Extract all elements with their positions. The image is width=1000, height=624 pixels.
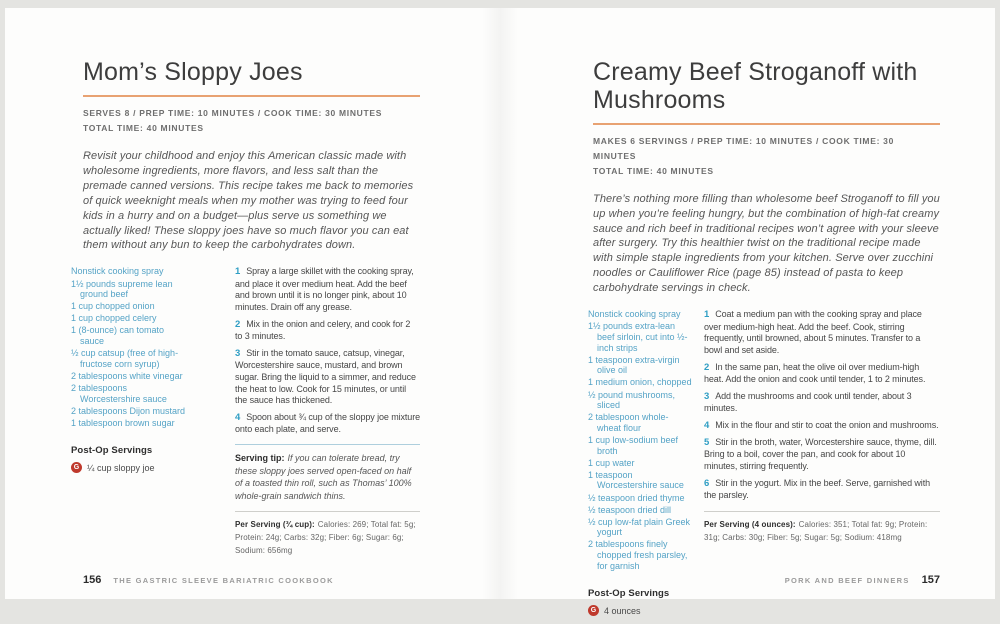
nutrition-info [704, 519, 940, 545]
recipe-meta [593, 134, 940, 179]
title-rule [593, 123, 940, 125]
step-item [235, 266, 420, 313]
running-footer: THE GASTRIC SLEEVE BARIATRIC COOKBOOK [113, 576, 334, 585]
recipe-body-left [71, 266, 420, 557]
post-op-heading: Post-Op Servings [588, 588, 670, 600]
page-footer-right [500, 574, 995, 586]
ingredient-item: 1½ pounds extra-lean beef sirloin, cut into ½-inch strips [588, 321, 688, 353]
recipe-body-right [588, 309, 940, 616]
divider [704, 511, 940, 512]
step-number: 2 [235, 318, 241, 330]
post-op-serving: 4 ounces [604, 605, 641, 616]
nutrition-text: Calories: 351; Total fat: 9g; Protein: 31g; Carbs: 30g; Fiber: 5g; Sugar: 5g; Sodium: 418mg [704, 519, 928, 542]
recipe-meta-line1: MAKES 6 SERVINGS / PREP TIME: 10 MINUTES / COOK TIME: 30 MINUTES [593, 136, 895, 161]
post-op-row [71, 462, 189, 473]
step-number: 1 [235, 266, 241, 278]
method-column [235, 266, 420, 557]
recipe-intro: Revisit your childhood and enjoy this American classic made with wholesome ingredients, more flavors, and less salt than the premade canned versions. This recipe takes me back to memories of quick weeknight meals when my mother was trying to feed four kids in a hurry and on a budget—plus serve us something we actually liked! These sloppy joes have so much flavor you can eat them without any bun to keep the carbohydrates down. [83, 149, 414, 252]
ingredient-item: 1 cup chopped onion [71, 301, 155, 312]
ingredients-list [588, 309, 692, 571]
step-number: 4 [704, 419, 710, 431]
ingredient-item: ½ cup catsup (free of high-fructose corn syrup) [71, 348, 179, 369]
ingredients-column [71, 266, 189, 557]
step-number: 6 [704, 477, 710, 489]
step-text: Mix in the onion and celery, and cook for 2 to 3 minutes. [235, 318, 411, 342]
divider [235, 444, 420, 445]
ingredient-item: 2 tablespoon whole-wheat flour [588, 412, 669, 433]
recipe-header-right [593, 58, 940, 296]
page-right [500, 8, 995, 616]
recipe-meta-line2: TOTAL TIME: 40 MINUTES [593, 165, 714, 176]
recipe-title: Creamy Beef Stroganoff with Mushrooms [593, 58, 918, 114]
ingredient-item: 1 teaspoon Worcestershire sauce [588, 469, 684, 491]
page-left [5, 8, 500, 599]
step-text: Stir in the yogurt. Mix in the beef. Serve, garnished with the parsley. [704, 477, 930, 501]
recipe-intro: There’s nothing more filling than wholesome beef Stroganoff to fill you up when you’re feeling hungry, but the combination of high-fat creamy sauce and rich beef in traditional recipes won’t agree with your sleeve after surgery. Try this healthier twist on the traditional recipe made with simple staple ingredients from your kitchen. Serve over zucchini noodles or Cauliflower Rice (page 85) instead of pasta to keep carbohydrate servings in check. [593, 192, 940, 295]
step-number: 3 [704, 390, 710, 402]
step-number: 3 [235, 347, 241, 359]
step-text: Spray a large skillet with the cooking spray, and place it over medium heat. Add the beef and brown until it is no longer pink, about 10 minutes. Drain off any grease. [235, 266, 414, 313]
step-item [235, 348, 420, 407]
step-text: Coat a medium pan with the cooking spray and place over medium-high heat. Add the beef. Cook, stirring frequently, until browned, about 5 minutes. Transfer to a bowl and set aside. [704, 309, 922, 356]
method-column [704, 309, 940, 616]
step-item [704, 391, 940, 415]
post-op-stage-badge-icon: G [71, 462, 82, 473]
ingredient-item: 1 medium onion, chopped [588, 377, 692, 388]
ingredient-item: 1 cup low-sodium beef broth [588, 435, 679, 456]
title-rule [83, 95, 420, 97]
nutrition-label: Per Serving (¾ cup): [235, 520, 315, 530]
ingredients-column [588, 309, 692, 616]
recipe-title: Mom’s Sloppy Joes [83, 58, 303, 86]
step-item [704, 420, 940, 432]
nutrition-info [235, 519, 420, 557]
recipe-meta-line2: TOTAL TIME: 40 MINUTES [83, 122, 204, 133]
divider [235, 511, 420, 512]
recipe-meta-line1: SERVES 8 / PREP TIME: 10 MINUTES / COOK TIME: 30 MINUTES [83, 108, 383, 118]
ingredient-item: ½ teaspoon dried thyme [588, 492, 685, 503]
step-text: Add the mushrooms and cook until tender, about 3 minutes. [704, 390, 912, 414]
page-number: 156 [83, 574, 102, 586]
ingredient-item: 1 (8-ounce) can tomato sauce [71, 325, 165, 347]
ingredient-item: 2 tablespoons Dijon mustard [71, 405, 186, 416]
ingredient-item: 2 tablespoons finely chopped fresh parsley, for garnish [588, 539, 688, 571]
post-op-servings [71, 445, 189, 473]
ingredient-item: 1 teaspoon extra-virgin olive oil [588, 354, 680, 376]
serving-tip-text: If you can tolerate bread, try these sloppy joes served open-faced on half of a toasted thin roll, such as Thomas’ 100% whole-grain sandwich thins. [235, 452, 412, 501]
step-item [704, 362, 940, 386]
step-number: 4 [235, 411, 241, 423]
ingredient-item: 2 tablespoons Worcestershire sauce [71, 383, 167, 404]
serving-tip [235, 452, 420, 502]
steps-list [235, 266, 420, 436]
ingredient-item: ½ teaspoon dried dill [588, 504, 672, 515]
nutrition-text: Calories: 269; Total fat: 5g; Protein: 24g; Carbs: 32g; Fiber: 6g; Sugar: 6g; Sodium: 656mg [235, 520, 416, 555]
step-text: Spoon about ¾ cup of the sloppy joe mixture onto each plate, and serve. [235, 411, 421, 435]
serving-tip-label: Serving tip: [235, 452, 285, 463]
step-text: Mix in the flour and stir to coat the onion and mushrooms. [715, 419, 939, 430]
step-text: Stir in the tomato sauce, catsup, vinegar, Worcestershire sauce, mustard, and brown sugar. Bring the liquid to a simmer, and reduce the heat to low. Cook for 15 minutes, or until the sauce has thickened. [235, 347, 416, 406]
step-item [235, 412, 420, 436]
step-item [704, 309, 940, 356]
ingredient-item: Nonstick cooking spray [71, 266, 164, 277]
page-number: 157 [921, 574, 940, 586]
ingredient-item: 2 tablespoons white vinegar [71, 370, 183, 381]
ingredient-item: Nonstick cooking spray [588, 309, 681, 320]
step-text: Stir in the broth, water, Worcestershire sauce, thyme, dill. Bring to a boil, cover the pan, and cook for about 10 minutes, stirring frequently. [704, 437, 937, 472]
page-footer-left [5, 574, 500, 586]
steps-list [704, 309, 940, 502]
running-footer: PORK AND BEEF DINNERS [784, 576, 910, 585]
book-spread [5, 8, 995, 616]
ingredient-item: 1 cup water [588, 457, 635, 468]
post-op-serving: ¼ cup sloppy joe [87, 462, 155, 473]
post-op-row [588, 605, 692, 616]
nutrition-label: Per Serving (4 ounces): [704, 519, 796, 529]
step-number: 1 [704, 309, 710, 321]
ingredients-list [71, 266, 189, 428]
recipe-header-left [83, 58, 420, 253]
ingredient-item: 1½ pounds supreme lean ground beef [71, 278, 173, 300]
step-text: In the same pan, heat the olive oil over medium-high heat. Add the onion and cook until tender, 1 to 2 minutes. [704, 361, 926, 385]
post-op-servings [588, 588, 692, 616]
post-op-stage-badge-icon: G [588, 605, 599, 616]
ingredient-item: ½ pound mushrooms, sliced [588, 389, 676, 411]
recipe-meta [83, 106, 420, 136]
step-item [704, 478, 940, 502]
step-number: 5 [704, 437, 710, 449]
post-op-heading: Post-Op Servings [71, 445, 153, 457]
step-item [235, 319, 420, 343]
step-number: 2 [704, 361, 710, 373]
step-item [704, 437, 940, 473]
ingredient-item: 1 cup chopped celery [71, 313, 157, 324]
ingredient-item: ½ cup low-fat plain Greek yogurt [588, 516, 691, 538]
ingredient-item: 1 tablespoon brown sugar [71, 417, 175, 428]
